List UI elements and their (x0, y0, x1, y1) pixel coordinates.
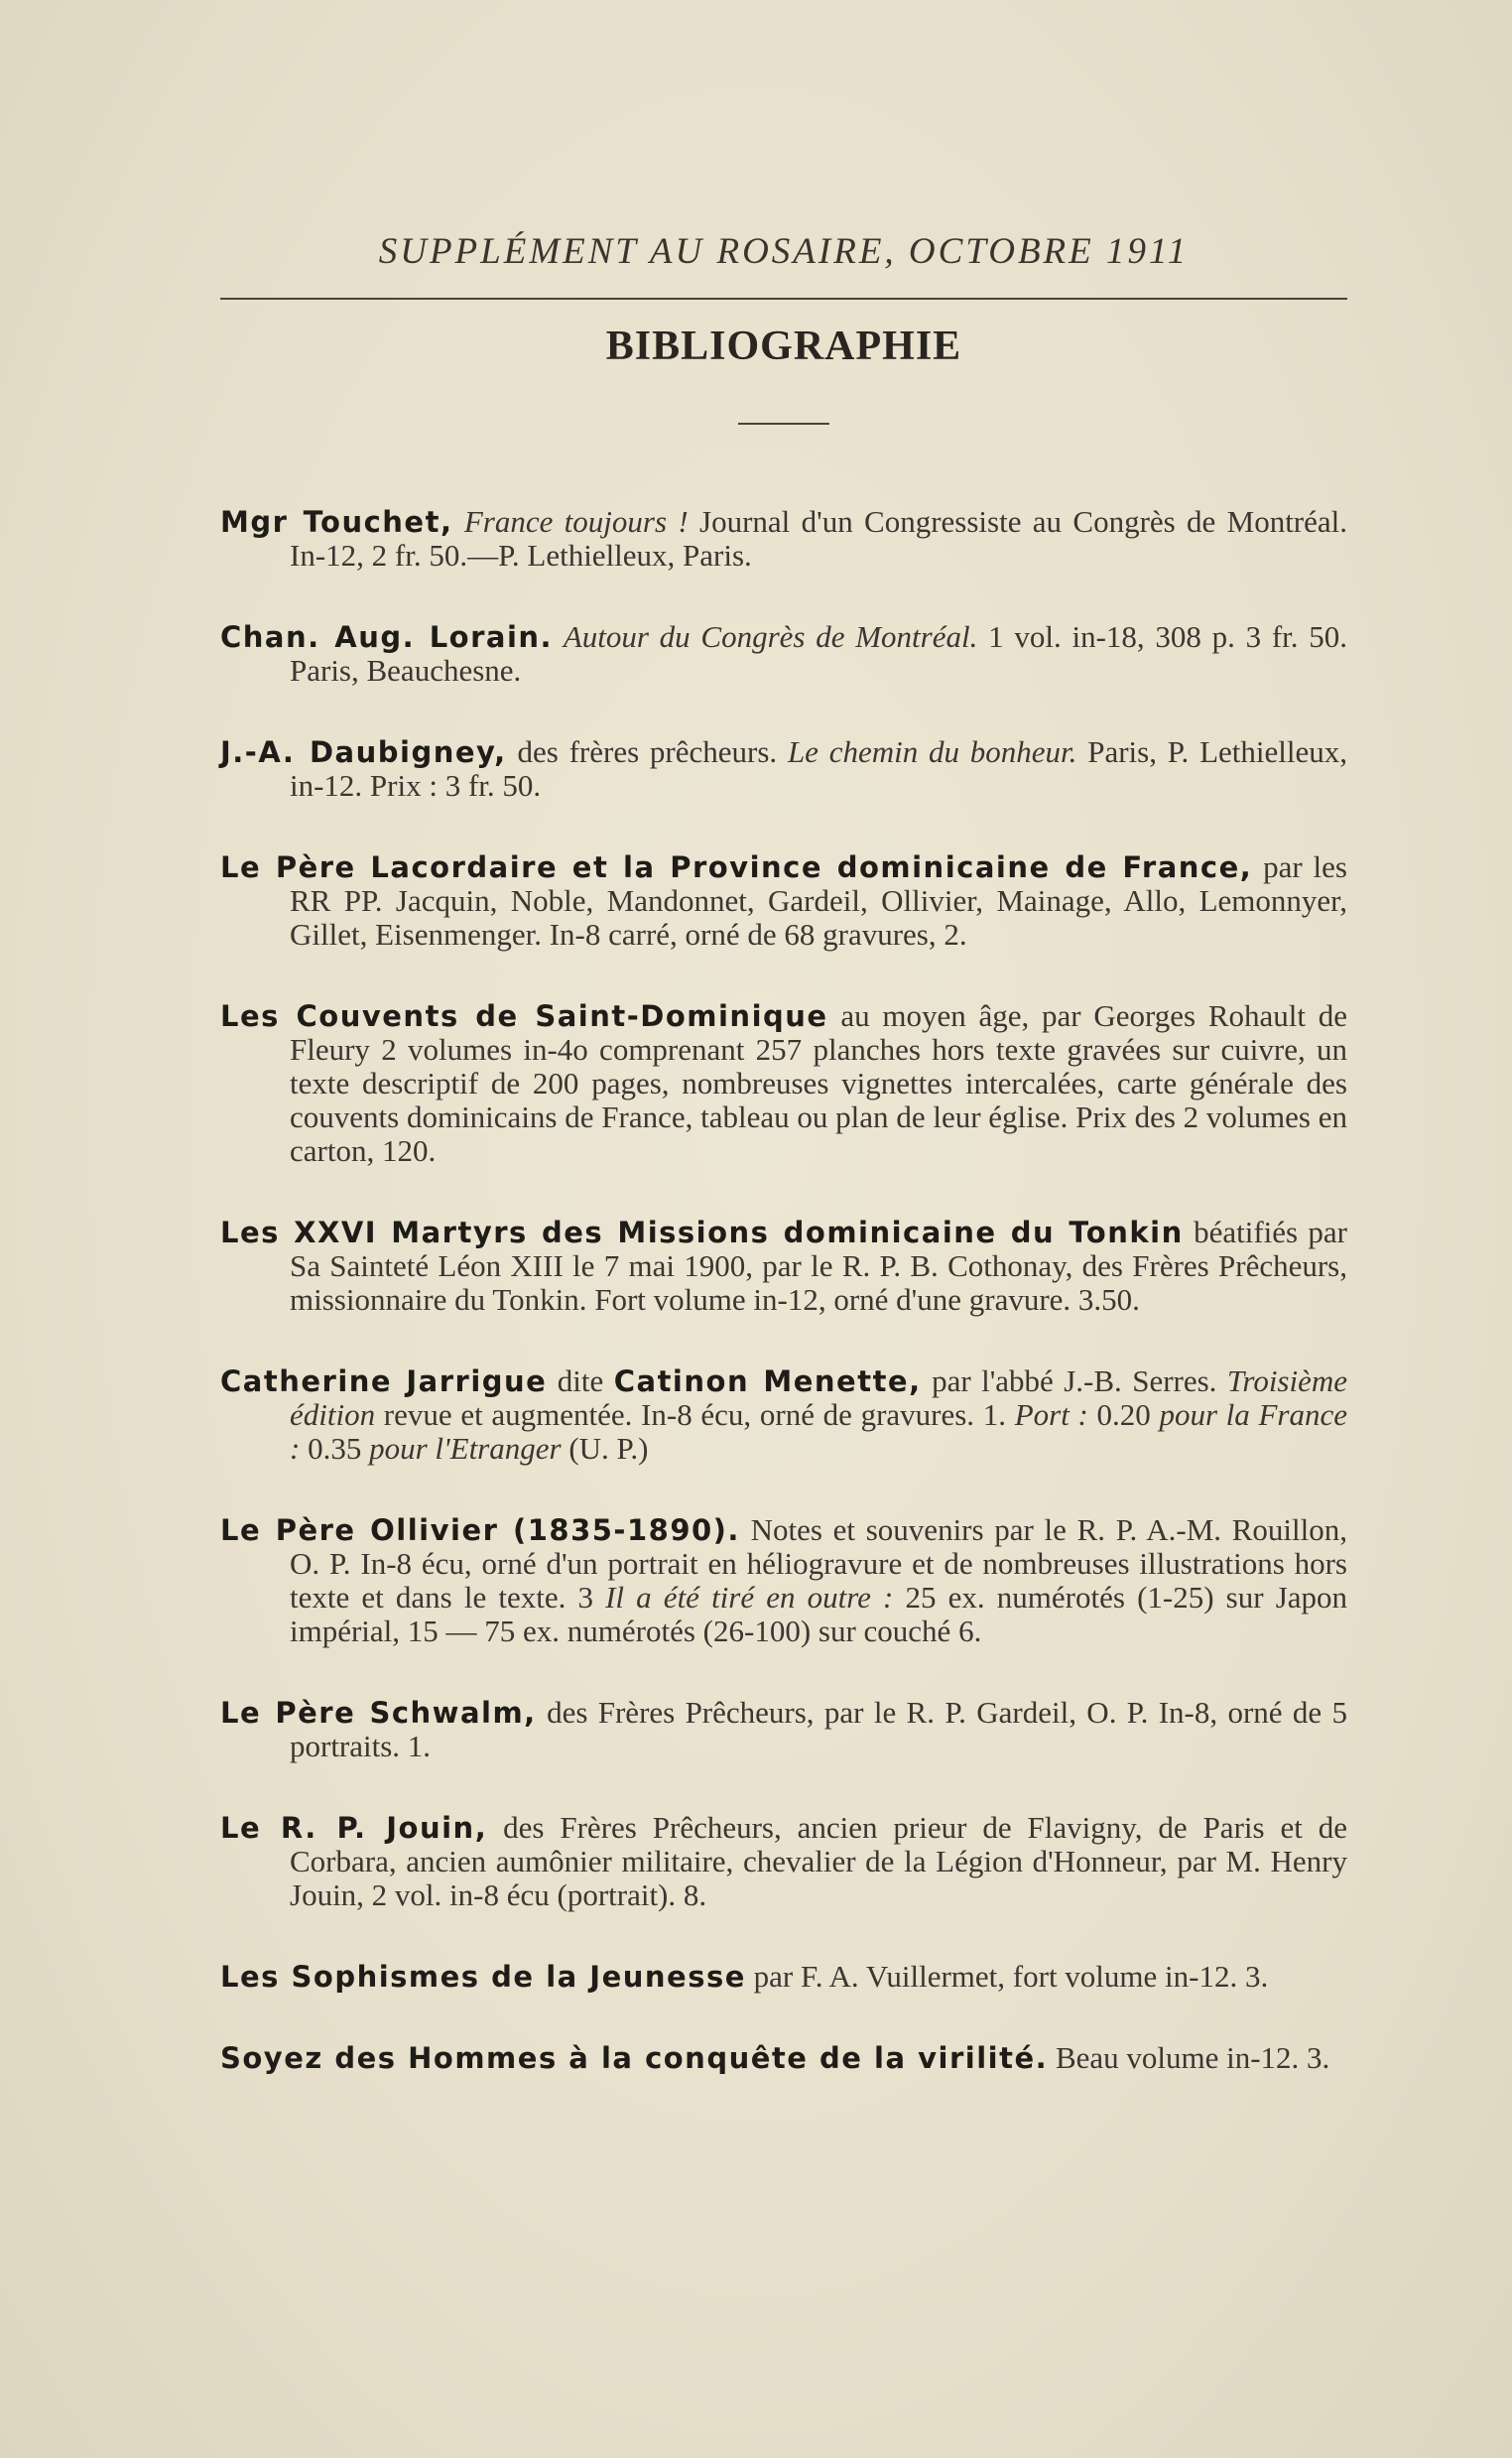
page-title: BIBLIOGRAPHIE (605, 323, 962, 369)
entry-union: (U. P.) (568, 1431, 649, 1466)
bibliography-entry-ollivier (220, 1513, 1347, 1648)
title-divider (738, 423, 829, 425)
entry-details: au moyen âge, par Georges Rohault de Fleury 2 volumes in-4o comprenant 257 planches hors texte gravées sur cuivre, un texte descriptif de 200 pages, nombreuses vignettes intercalées, carte générale des couvents dominicains de France, tableau ou plan de leur église. Prix des 2 volumes en carton, 120. (290, 998, 1348, 1168)
entry-details: revue et augmentée. In-8 écu, orné de gravures. 1. (383, 1397, 1006, 1432)
entry-details: béatifiés par Sa Sainteté Léon XIII le 7 mai 1900, par le R. P. B. Cothonay, des Frères Prêcheurs, missionnaire du Tonkin. Fort volume in-12, orné d'une gravure. 3.50. (290, 1215, 1348, 1317)
entry-note: Il a été tiré en outre : (605, 1580, 894, 1615)
entry-title: Les XXVI Martyrs des Missions dominicaine du Tonkin (220, 1216, 1184, 1249)
entry-details: par les RR PP. Jacquin, Noble, Mandonnet, Gardeil, Ollivier, Mainage, Allo, Lemonnyer, Gillet, Eisenmenger. In-8 carré, orné de 68 gravures, 2. (290, 849, 1347, 952)
entry-title: Le Père Lacordaire et la Province dominicaine de France, (220, 850, 1253, 884)
bibliography-entry-sophismes (220, 1960, 1347, 1994)
bibliography-entry-lacordaire (220, 850, 1347, 952)
entry-details: 1 vol. in-18, 308 p. 3 fr. 50. Paris, Beauchesne. (290, 619, 1348, 688)
entry-details: par F. A. Vuillermet, fort volume in-12. 3. (753, 1959, 1269, 1994)
entry-author: J.-A. Daubigney, (220, 735, 507, 769)
entry-port-label: Port : (1014, 1397, 1088, 1432)
entry-title: Les Sophismes de la Jeunesse (220, 1960, 746, 1994)
entry-port-price-etranger: 0.35 (308, 1431, 362, 1466)
bibliography-entry-schwalm (220, 1696, 1347, 1763)
bibliography-entry-soyez (220, 2041, 1347, 2075)
entry-title: Le chemin du bonheur. (787, 734, 1077, 769)
bibliography-list (220, 474, 1347, 2123)
entry-title: Le Père Schwalm, (220, 1696, 537, 1730)
entry-port-price-france: 0.20 (1096, 1397, 1151, 1432)
bibliography-entry-martyrs (220, 1216, 1347, 1317)
entry-author: par l'abbé J.-B. Serres. (932, 1363, 1217, 1398)
entry-title: Autour du Congrès de Montréal. (563, 619, 978, 654)
entry-title: Catherine Jarrigue (220, 1364, 548, 1398)
entry-note: dite (557, 1363, 604, 1398)
entry-port-france-label: pour la France : (290, 1397, 1348, 1466)
entry-title: Le R. P. Jouin, (220, 1811, 488, 1845)
entry-details: des Frères Prêcheurs, ancien prieur de Flavigny, de Paris et de Corbara, ancien aumônier militaire, chevalier de la Légion d'Honneur, par M. Henry Jouin, 2 vol. in-8 écu (portrait). 8. (290, 1810, 1348, 1912)
entry-details: Beau volume in-12. 3. (1055, 2040, 1330, 2075)
entry-details: Notes et souvenirs par le R. P. A.-M. Rouillon, O. P. In-8 écu, orné d'un portrait en héliogravure et de nombreuses illustrations hors texte et dans le texte. 3 (290, 1512, 1348, 1615)
running-head: SUPPLÉMENT AU ROSAIRE, OCTOBRE 1911 (378, 231, 1190, 272)
entry-title: Les Couvents de Saint-Dominique (220, 999, 828, 1033)
header-rule (220, 298, 1347, 300)
entry-editions: 25 ex. numérotés (1-25) sur Japon impérial, 15 — 75 ex. numérotés (26-100) sur couché 6. (290, 1580, 1348, 1648)
bibliography-entry-jouin (220, 1811, 1347, 1912)
bibliography-entry-lorain (220, 620, 1347, 688)
bibliography-entry-touchet (220, 505, 1347, 573)
entry-details: Journal d'un Congressiste au Congrès de Montréal. In-12, 2 fr. 50.—P. Lethielleux, Paris. (290, 504, 1348, 573)
entry-details: des Frères Prêcheurs, par le R. P. Gardeil, O. P. In-8, orné de 5 portraits. 1. (290, 1695, 1348, 1763)
entry-port-etranger-label: pour l'Etranger (369, 1431, 562, 1466)
bibliography-entry-daubigney (220, 735, 1347, 803)
entry-title-alt: Catinon Menette, (613, 1364, 922, 1398)
bibliography-entry-couvents (220, 999, 1347, 1168)
entry-details: Paris, P. Lethielleux, in-12. Prix : 3 fr. 50. (290, 734, 1347, 803)
entry-title: Soyez des Hommes à la conquête de la virilité. (220, 2041, 1049, 2075)
entry-title: Le Père Ollivier (1835-1890). (220, 1513, 740, 1547)
entry-title: France toujours ! (463, 504, 689, 539)
bibliography-entry-jarrigue (220, 1364, 1347, 1466)
entry-author: Mgr Touchet, (220, 505, 453, 539)
entry-author: Chan. Aug. Lorain. (220, 620, 554, 654)
entry-note: des frères prêcheurs. (517, 734, 778, 769)
entry-edition: Troisième édition (290, 1363, 1348, 1432)
